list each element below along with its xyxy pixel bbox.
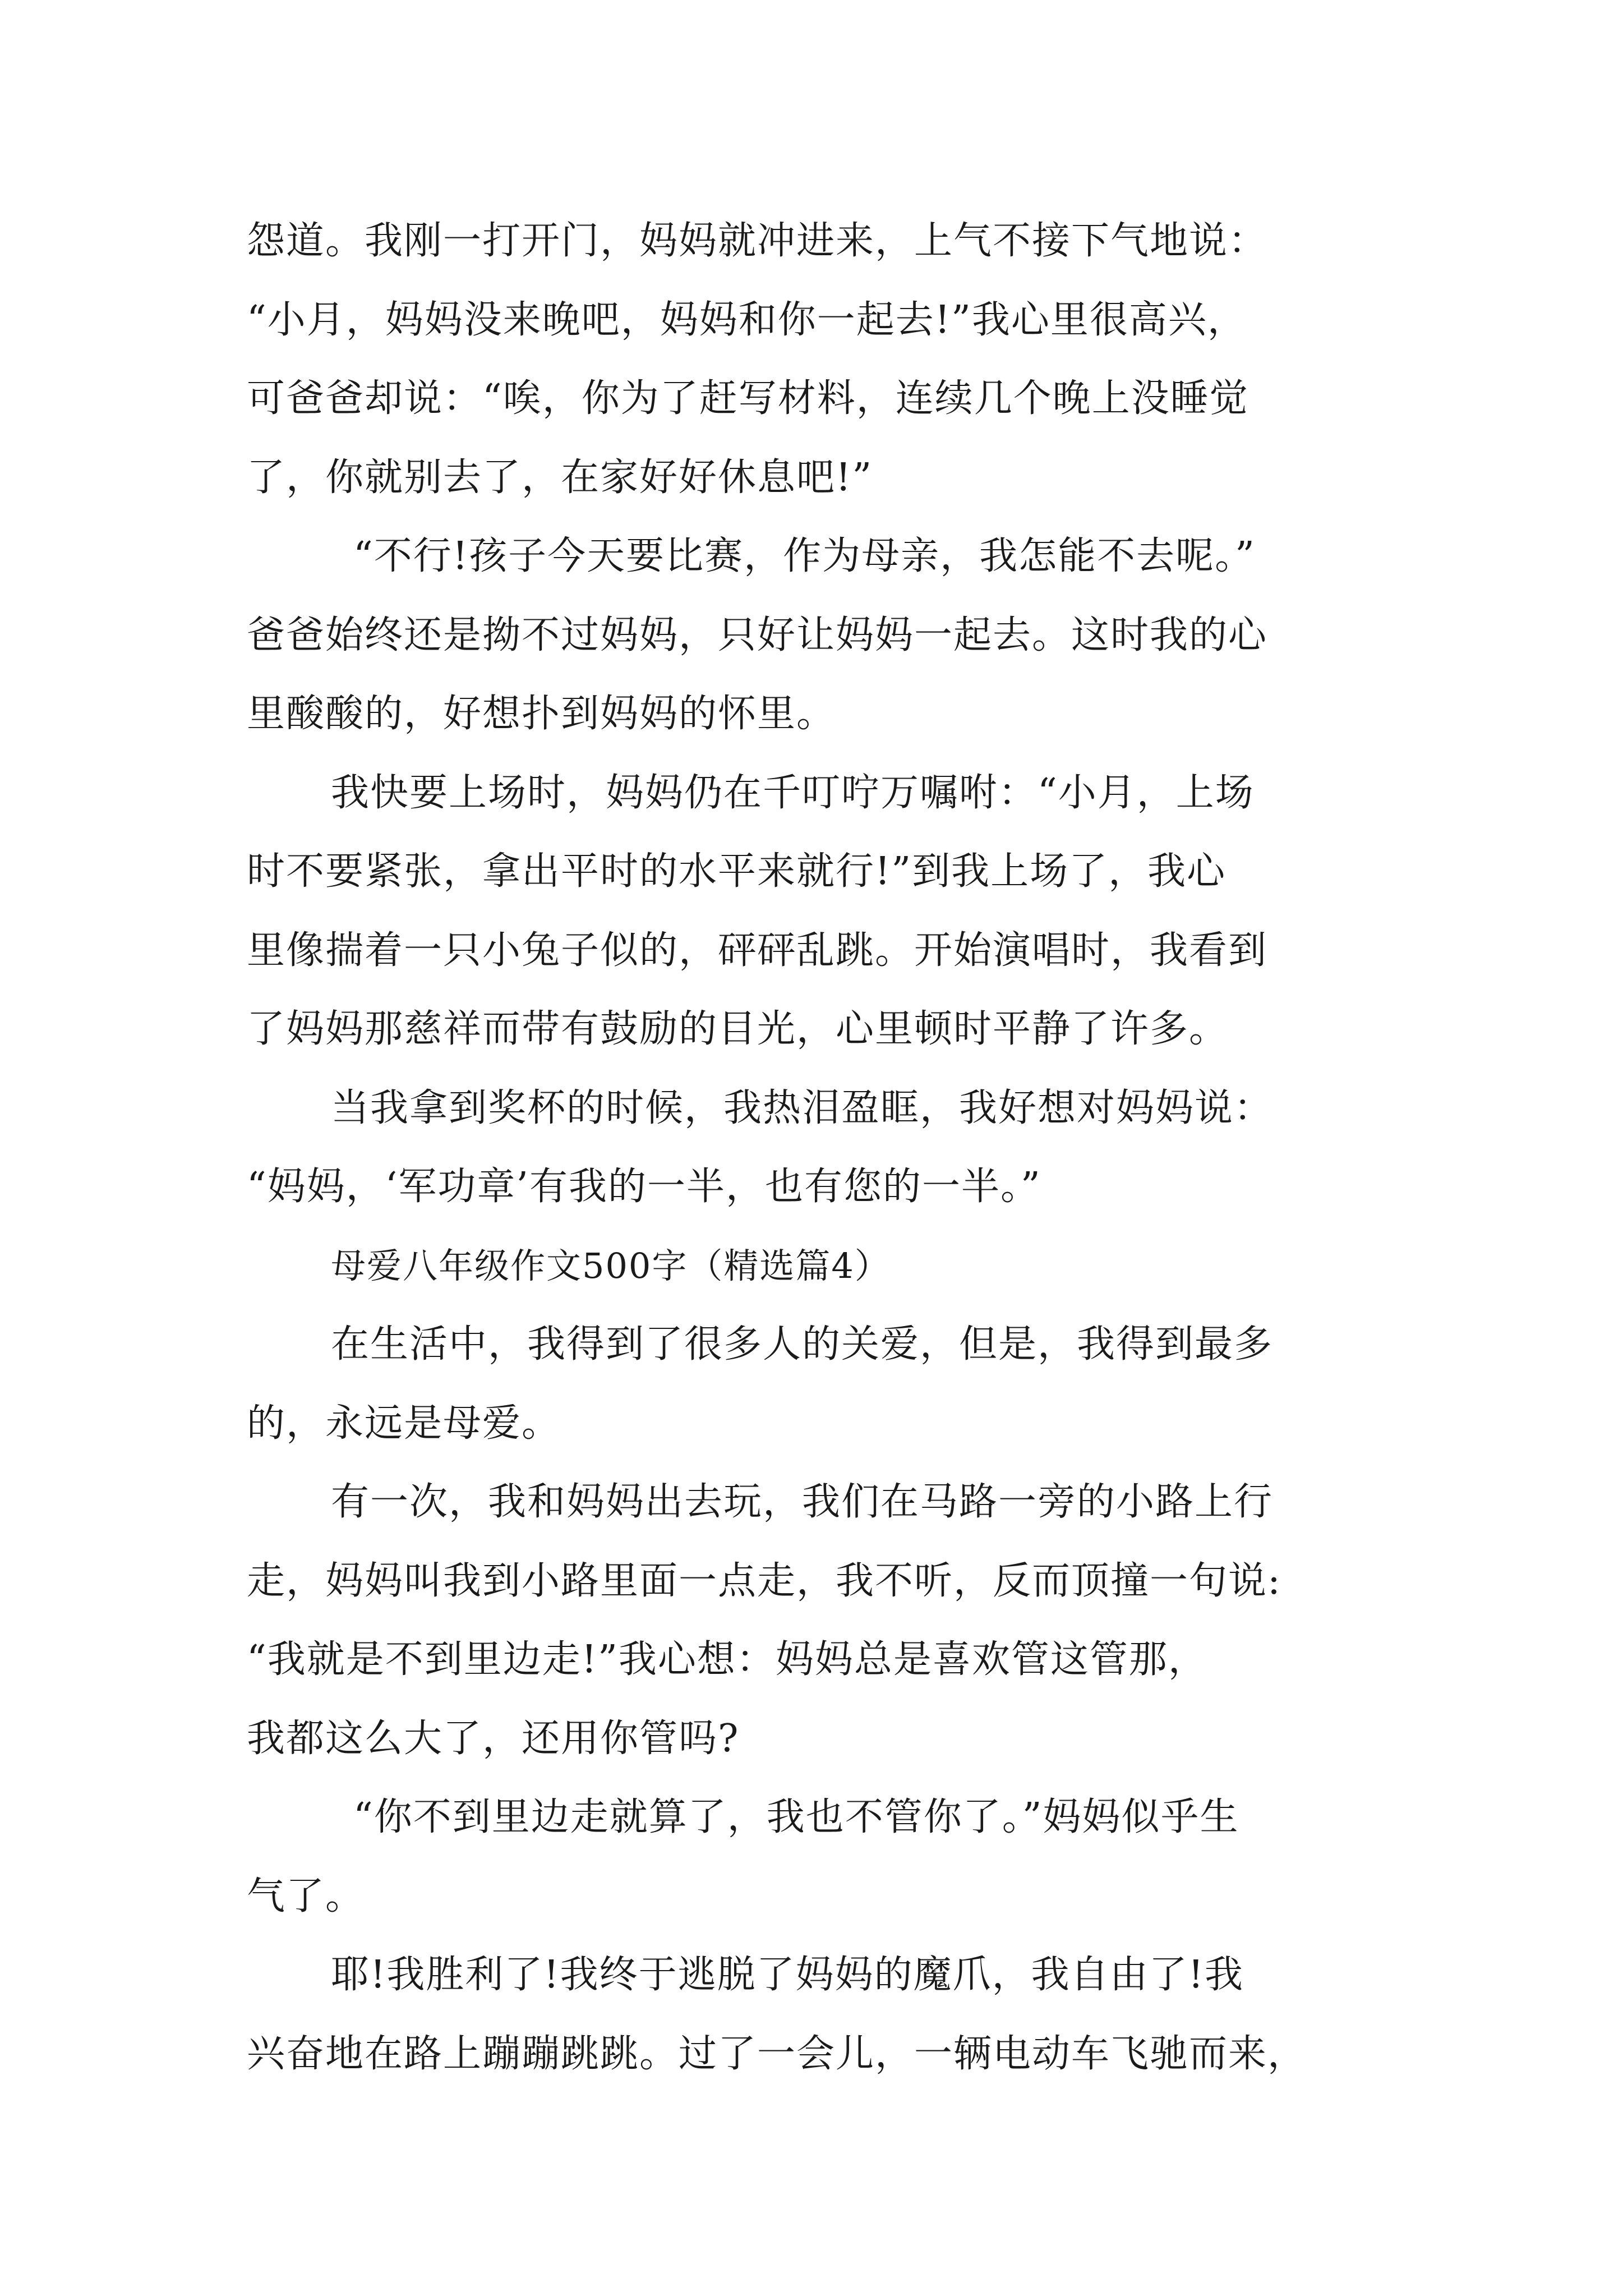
text-line: “妈妈，‘军功章’有我的一半，也有您的一半。”	[247, 1165, 1041, 1209]
text-line: 兴奋地在路上蹦蹦跳跳。过了一会儿，一辆电动车飞驰而来，	[247, 2031, 1307, 2076]
text-line: 爸爸始终还是拗不过妈妈，只好让妈妈一起去。这时我的心	[247, 613, 1268, 657]
text-line: 气了。	[247, 1874, 365, 1918]
text-line: “我就是不到里边走!”我心想：妈妈总是喜欢管这管那，	[247, 1637, 1207, 1682]
text-line: “不行!孩子今天要比赛，作为母亲，我怎能不去呢。”	[353, 534, 1256, 578]
text-line: 有一次，我和妈妈出去玩，我们在马路一旁的小路上行	[331, 1480, 1274, 1524]
text-line: 耶!我胜利了!我终于逃脱了妈妈的魔爪，我自由了!我	[331, 1953, 1244, 1997]
section-heading: 母爱八年级作文500字（精选篇4）	[331, 1245, 891, 1286]
text-line: 我快要上场时，妈妈仍在千叮咛万嘱咐：“小月，上场	[331, 770, 1255, 815]
text-line: 怨道。我刚一打开门，妈妈就冲进来，上气不接下气地说：	[247, 219, 1268, 263]
text-line: 当我拿到奖杯的时候，我热泪盈眶，我好想对妈妈说：	[331, 1085, 1274, 1130]
text-line: 走，妈妈叫我到小路里面一点走，我不听，反而顶撞一句说:	[247, 1558, 1281, 1603]
text-line: 了，你就别去了，在家好好休息吧!”	[247, 455, 873, 500]
text-line: 里像揣着一只小兔子似的，砰砰乱跳。开始演唱时，我看到	[247, 928, 1268, 973]
text-line: 了妈妈那慈祥而带有鼓励的目光，心里顿时平静了许多。	[247, 1007, 1229, 1051]
text-line: “小月，妈妈没来晚吧，妈妈和你一起去!”我心里很高兴，	[247, 297, 1247, 342]
text-line: 在生活中，我得到了很多人的关爱，但是，我得到最多	[331, 1322, 1274, 1366]
text-line: “你不到里边走就算了，我也不管你了。”妈妈似乎生	[353, 1795, 1239, 1839]
text-line: 时不要紧张，拿出平时的水平来就行!”到我上场了，我心	[247, 849, 1227, 894]
text-line: 的，永远是母爱。	[247, 1401, 561, 1446]
text-line: 我都这么大了，还用你管吗?	[247, 1716, 740, 1761]
text-line: 里酸酸的，好想扑到妈妈的怀里。	[247, 692, 836, 736]
text-line: 可爸爸却说：“唉，你为了赶写材料，连续几个晚上没睡觉	[247, 376, 1249, 421]
essay-body	[247, 202, 1385, 2093]
